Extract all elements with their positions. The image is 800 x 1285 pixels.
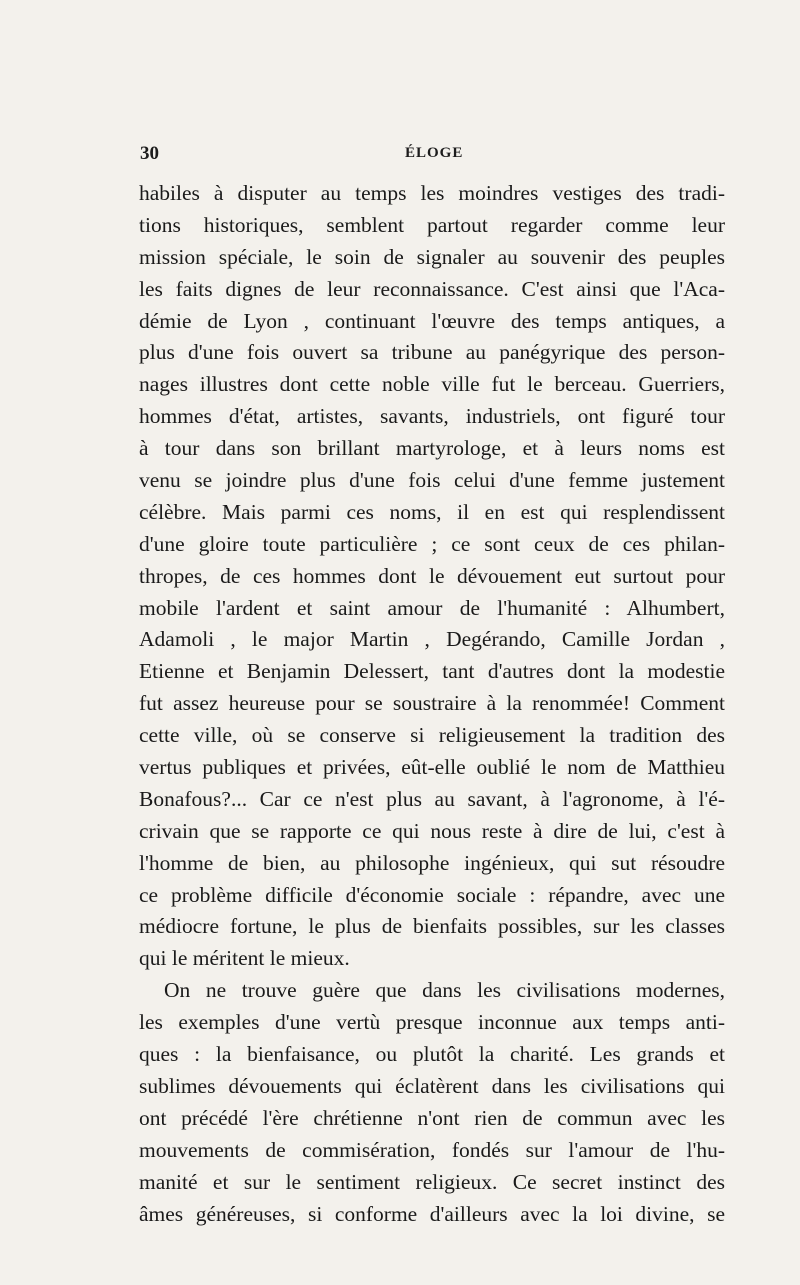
text-line: Adamoli , le major Martin , Degérando, Camille Jordan , [139,627,725,652]
text-line: manité et sur le sentiment religieux. Ce secret instinct des [139,1169,725,1194]
text-line: ont précédé l'ère chrétienne n'ont rien de commun avec les [139,1105,725,1130]
text-line: ce problème difficile d'économie sociale : répandre, avec une [139,882,725,907]
text-line: mission spéciale, le soin de signaler au souvenir des peuples [139,244,725,269]
text-line: les exemples d'une vertù presque inconnue aux temps anti- [139,1010,725,1035]
text-line: thropes, de ces hommes dont le dévouement eut surtout pour [139,563,725,588]
text-line: tions historiques, semblent partout regarder comme leur [139,212,725,237]
text-line: Etienne et Benjamin Delessert, tant d'autres dont la modestie [139,659,725,684]
text-line: les faits dignes de leur reconnaissance. C'est ainsi que l'Aca- [139,276,725,301]
text-line: plus d'une fois ouvert sa tribune au panégyrique des person- [139,340,725,365]
text-line: mobile l'ardent et saint amour de l'humanité : Alhumbert, [139,595,725,620]
text-line: qui le méritent le mieux. [139,946,350,971]
text-line: hommes d'état, artistes, savants, industriels, ont figuré tour [139,404,725,429]
page-number: 30 [140,143,159,164]
paragraph-1 [139,178,725,975]
text-line: cette ville, où se conserve si religieusement la tradition des [139,723,725,748]
text-line: habiles à disputer au temps les moindres vestiges des tradi- [139,181,725,205]
text-line: sublimes dévouements qui éclatèrent dans les civilisations qui [139,1073,725,1098]
text-line: nages illustres dont cette noble ville fut le berceau. Guerriers, [139,372,725,397]
running-title: ÉLOGE [405,145,464,161]
text-line: venu se joindre plus d'une fois celui d'une femme justement [139,468,725,493]
paragraph-2 [139,975,725,1230]
text-line: mouvements de commisération, fondés sur l'amour de l'hu- [139,1137,725,1162]
body-text [139,178,725,1230]
text-line: d'une gloire toute particulière ; ce sont ceux de ces philan- [139,531,725,556]
text-line: On ne trouve guère que dans les civilisations modernes, [164,978,725,1003]
text-line: ques : la bienfaisance, ou plutôt la charité. Les grands et [139,1042,725,1067]
text-line: fut assez heureuse pour se soustraire à la renommée! Comment [139,691,725,716]
text-line: crivain que se rapporte ce qui nous reste à dire de lui, c'est à [139,818,725,843]
running-head [140,143,720,167]
text-line: Bonafous?... Car ce n'est plus au savant, à l'agronome, à l'é- [139,786,725,811]
text-line: célèbre. Mais parmi ces noms, il en est qui resplendissent [139,499,725,524]
text-line: à tour dans son brillant martyrologe, et à leurs noms est [139,436,725,461]
text-line: médiocre fortune, le plus de bienfaits possibles, sur les classes [139,914,725,939]
text-line: démie de Lyon , continuant l'œuvre des temps antiques, a [139,308,725,333]
text-line: vertus publiques et privées, eût-elle oublié le nom de Matthieu [139,755,725,780]
text-line: âmes généreuses, si conforme d'ailleurs avec la loi divine, se [139,1201,725,1226]
text-line: l'homme de bien, au philosophe ingénieux, qui sut résoudre [139,850,725,875]
